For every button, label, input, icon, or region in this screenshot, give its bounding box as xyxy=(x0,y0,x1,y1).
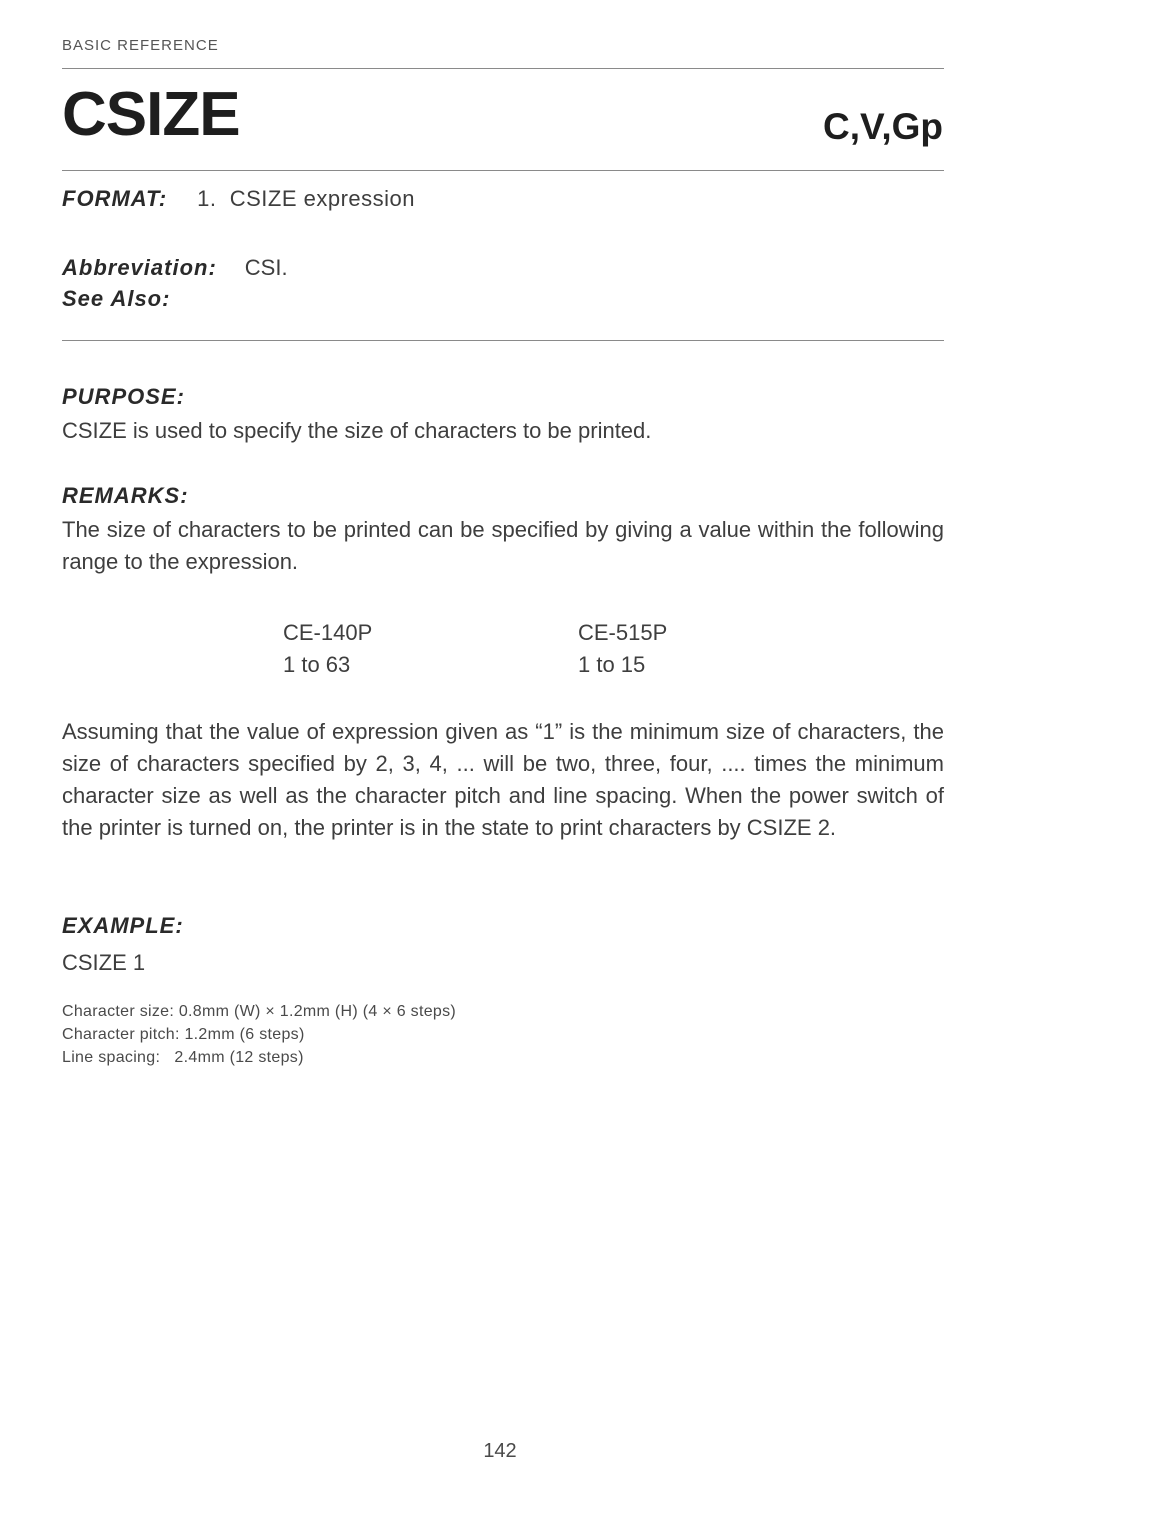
see-also-row xyxy=(62,286,170,312)
spec-character-size: Character size: 0.8mm (W) × 1.2mm (H) (4 × 6 steps) xyxy=(62,1003,457,1020)
format-value: 1. CSIZE expression xyxy=(197,186,416,211)
format-row xyxy=(62,186,415,212)
title-rule xyxy=(62,170,944,171)
example-heading: EXAMPLE: xyxy=(62,913,184,938)
example-code: CSIZE 1 xyxy=(62,950,146,975)
command-modes: C,V,Gp xyxy=(823,106,943,147)
range-value-ce140p: 1 to 63 xyxy=(283,652,351,677)
format-label: FORMAT: xyxy=(62,186,168,211)
remarks-intro: The size of characters to be printed can be specified by giving a value within the following range to the expression. xyxy=(62,517,944,574)
header-rule xyxy=(62,68,944,69)
purpose-text: CSIZE is used to specify the size of characters to be printed. xyxy=(62,418,652,443)
abbreviation-value: CSI. xyxy=(244,255,288,280)
abbreviation-row xyxy=(62,255,288,281)
command-title: CSIZE xyxy=(62,80,240,149)
section-header: BASIC REFERENCE xyxy=(62,37,219,54)
meta-rule xyxy=(62,340,944,341)
range-header-ce515p: CE-515P xyxy=(578,620,668,645)
purpose-heading: PURPOSE: xyxy=(62,384,185,409)
remarks-detail: Assuming that the value of expression given as “1” is the minimum size of characters, the size of characters specified by 2, 3, 4, ... will be two, three, four, .... times the minimum character size as well as the character pitch and line spacing. When the power switch of the printer is turned on, the printer is in the state to print characters by CSIZE 2. xyxy=(62,719,944,840)
abbreviation-label: Abbreviation: xyxy=(62,255,217,280)
spec-character-pitch: Character pitch: 1.2mm (6 steps) xyxy=(62,1026,305,1043)
spec-line-spacing: Line spacing: 2.4mm (12 steps) xyxy=(62,1049,304,1066)
remarks-heading: REMARKS: xyxy=(62,483,189,508)
range-value-ce515p: 1 to 15 xyxy=(578,652,646,677)
see-also-label: See Also: xyxy=(62,286,171,311)
page-number: 142 xyxy=(483,1440,517,1462)
range-header-ce140p: CE-140P xyxy=(283,620,373,645)
